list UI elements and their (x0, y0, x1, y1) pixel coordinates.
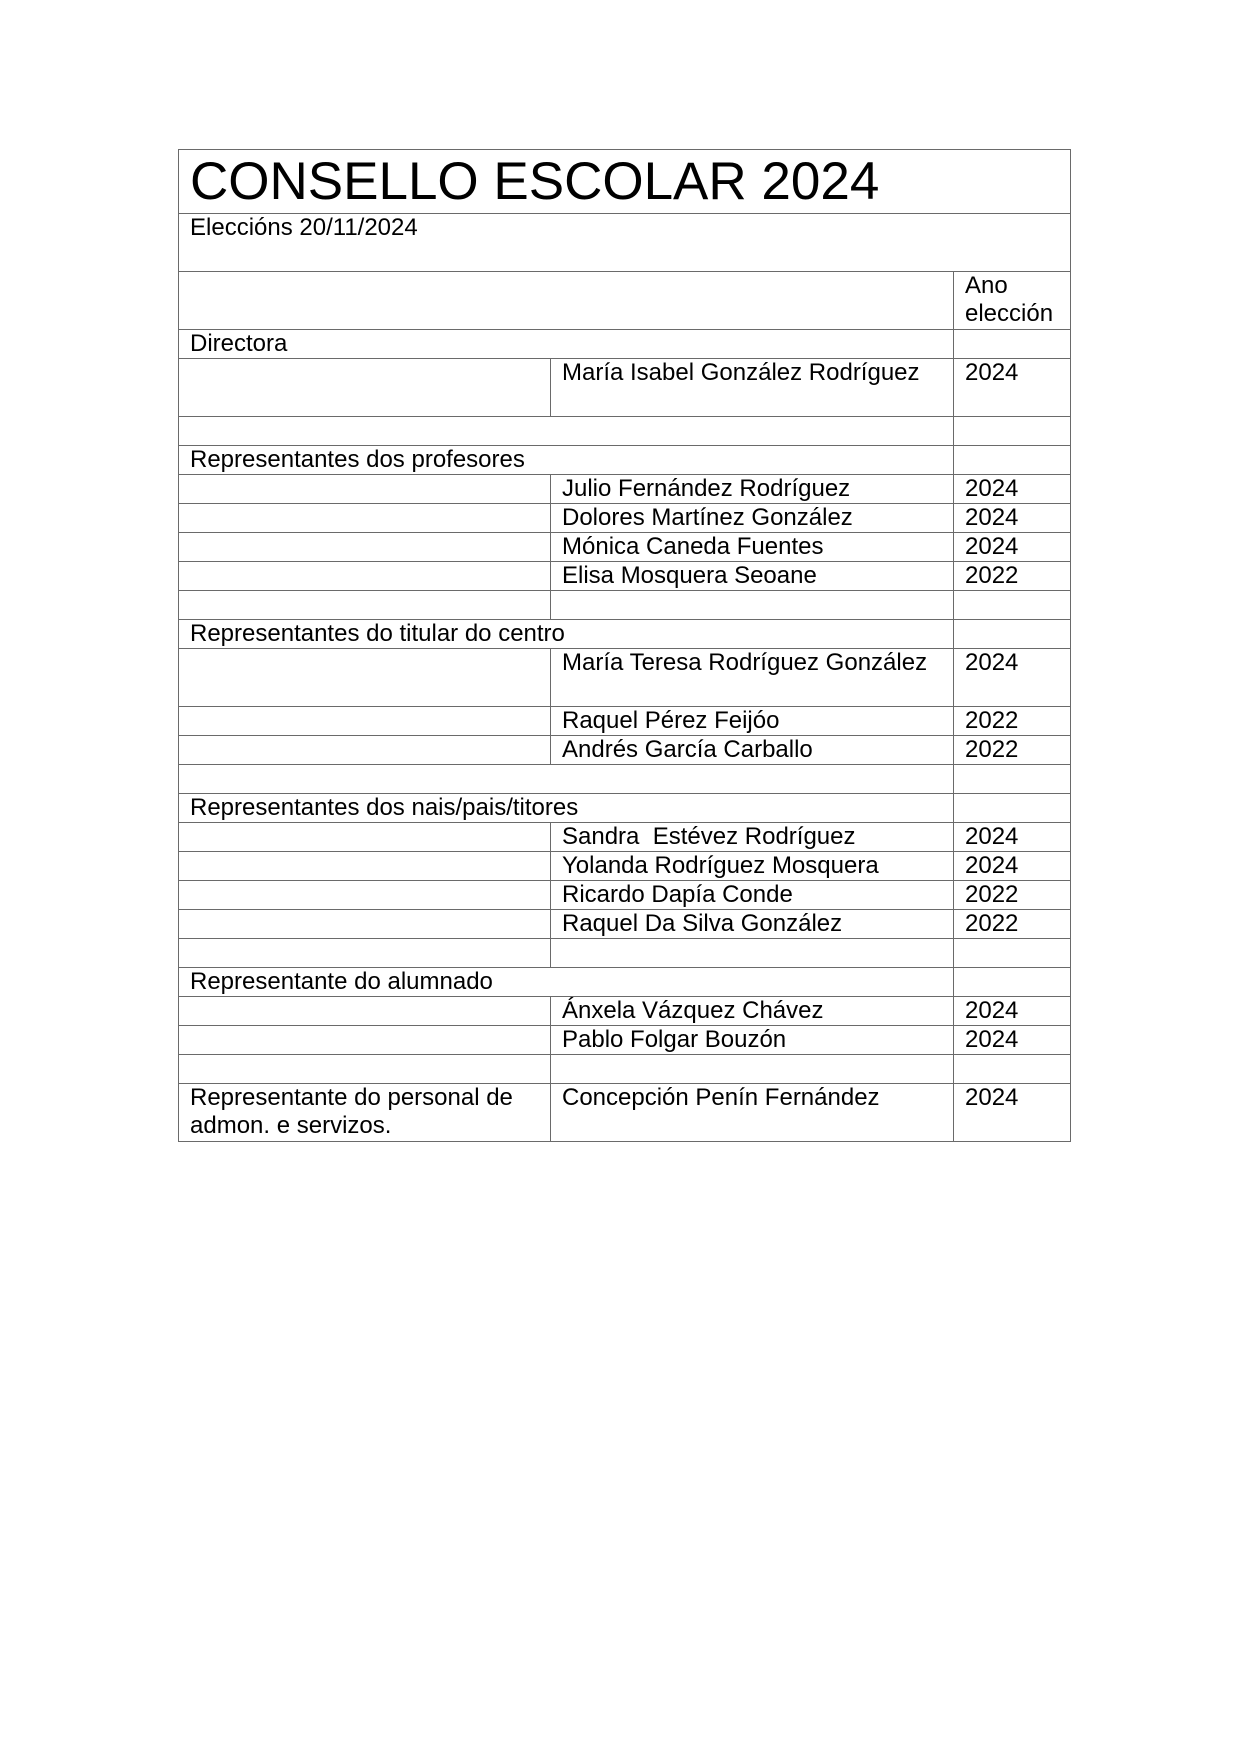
empty-cell (954, 446, 1071, 475)
section-label: Representante do alumnado (179, 968, 954, 997)
empty-cell (179, 591, 551, 620)
member-name: María Isabel González Rodríguez (551, 359, 954, 417)
empty-cell (179, 417, 954, 446)
member-name: Ricardo Dapía Conde (551, 881, 954, 910)
election-year: 2024 (954, 359, 1071, 417)
section-label: Representantes dos nais/pais/titores (179, 794, 954, 823)
empty-cell (179, 707, 551, 736)
member-row (179, 997, 1071, 1026)
election-year: 2024 (954, 1084, 1071, 1142)
empty-cell (179, 649, 551, 707)
election-year: 2022 (954, 707, 1071, 736)
member-name: Pablo Folgar Bouzón (551, 1026, 954, 1055)
section-header-row (179, 446, 1071, 475)
empty-cell (179, 562, 551, 591)
empty-cell (179, 359, 551, 417)
empty-cell (179, 852, 551, 881)
section-header-row (179, 794, 1071, 823)
section-label: Directora (179, 330, 954, 359)
member-row (179, 852, 1071, 881)
empty-cell (551, 939, 954, 968)
section-header-row (179, 620, 1071, 649)
empty-cell (954, 591, 1071, 620)
empty-cell (179, 533, 551, 562)
member-name: Andrés García Carballo (551, 736, 954, 765)
empty-cell (954, 968, 1071, 997)
spacer-row (179, 417, 1071, 446)
member-name: Julio Fernández Rodríguez (551, 475, 954, 504)
election-year: 2022 (954, 736, 1071, 765)
member-name: Yolanda Rodríguez Mosquera (551, 852, 954, 881)
empty-cell (551, 591, 954, 620)
member-name: Raquel Da Silva González (551, 910, 954, 939)
empty-cell (179, 997, 551, 1026)
member-row (179, 475, 1071, 504)
member-row (179, 359, 1071, 417)
member-row (179, 707, 1071, 736)
member-row (179, 823, 1071, 852)
member-name: Ánxela Vázquez Chávez (551, 997, 954, 1026)
empty-cell (179, 736, 551, 765)
section-header-row (179, 968, 1071, 997)
member-name: Mónica Caneda Fuentes (551, 533, 954, 562)
section-label: Representante do personal de admon. e servizos. (179, 1084, 551, 1142)
member-row (179, 1026, 1071, 1055)
election-date: Eleccións 20/11/2024 (179, 214, 1071, 272)
election-year: 2022 (954, 562, 1071, 591)
member-row (179, 504, 1071, 533)
member-row (179, 881, 1071, 910)
empty-cell (551, 1055, 954, 1084)
member-row (179, 736, 1071, 765)
section-label: Representantes dos profesores (179, 446, 954, 475)
empty-cell (179, 939, 551, 968)
empty-cell (954, 1055, 1071, 1084)
empty-cell (954, 794, 1071, 823)
election-year: 2022 (954, 881, 1071, 910)
member-row (179, 910, 1071, 939)
section-header-row (179, 330, 1071, 359)
empty-cell (179, 475, 551, 504)
election-year: 2024 (954, 1026, 1071, 1055)
empty-cell (954, 620, 1071, 649)
election-year: 2024 (954, 649, 1071, 707)
spacer-row (179, 939, 1071, 968)
empty-cell (179, 765, 954, 794)
member-row (179, 649, 1071, 707)
member-row (179, 1084, 1071, 1142)
member-row (179, 533, 1071, 562)
member-name: Dolores Martínez González (551, 504, 954, 533)
election-year: 2024 (954, 475, 1071, 504)
member-row (179, 562, 1071, 591)
election-year: 2024 (954, 823, 1071, 852)
section-label: Representantes do titular do centro (179, 620, 954, 649)
member-name: Concepción Penín Fernández (551, 1084, 954, 1142)
election-year: 2024 (954, 533, 1071, 562)
header-blank (179, 272, 954, 330)
election-year: 2024 (954, 852, 1071, 881)
spacer-row (179, 591, 1071, 620)
empty-cell (179, 881, 551, 910)
empty-cell (179, 823, 551, 852)
member-name: Elisa Mosquera Seoane (551, 562, 954, 591)
empty-cell (179, 1055, 551, 1084)
empty-cell (954, 765, 1071, 794)
empty-cell (954, 330, 1071, 359)
empty-cell (954, 939, 1071, 968)
spacer-row (179, 765, 1071, 794)
empty-cell (179, 504, 551, 533)
empty-cell (179, 1026, 551, 1055)
document-title: CONSELLO ESCOLAR 2024 (179, 150, 1071, 214)
member-name: Sandra Estévez Rodríguez (551, 823, 954, 852)
council-table (178, 149, 1071, 1142)
election-year: 2024 (954, 997, 1071, 1026)
spacer-row (179, 1055, 1071, 1084)
empty-cell (179, 910, 551, 939)
election-year: 2024 (954, 504, 1071, 533)
election-year: 2022 (954, 910, 1071, 939)
year-column-header: Ano elección (954, 272, 1071, 330)
member-name: Raquel Pérez Feijóo (551, 707, 954, 736)
empty-cell (954, 417, 1071, 446)
member-name: María Teresa Rodríguez González (551, 649, 954, 707)
